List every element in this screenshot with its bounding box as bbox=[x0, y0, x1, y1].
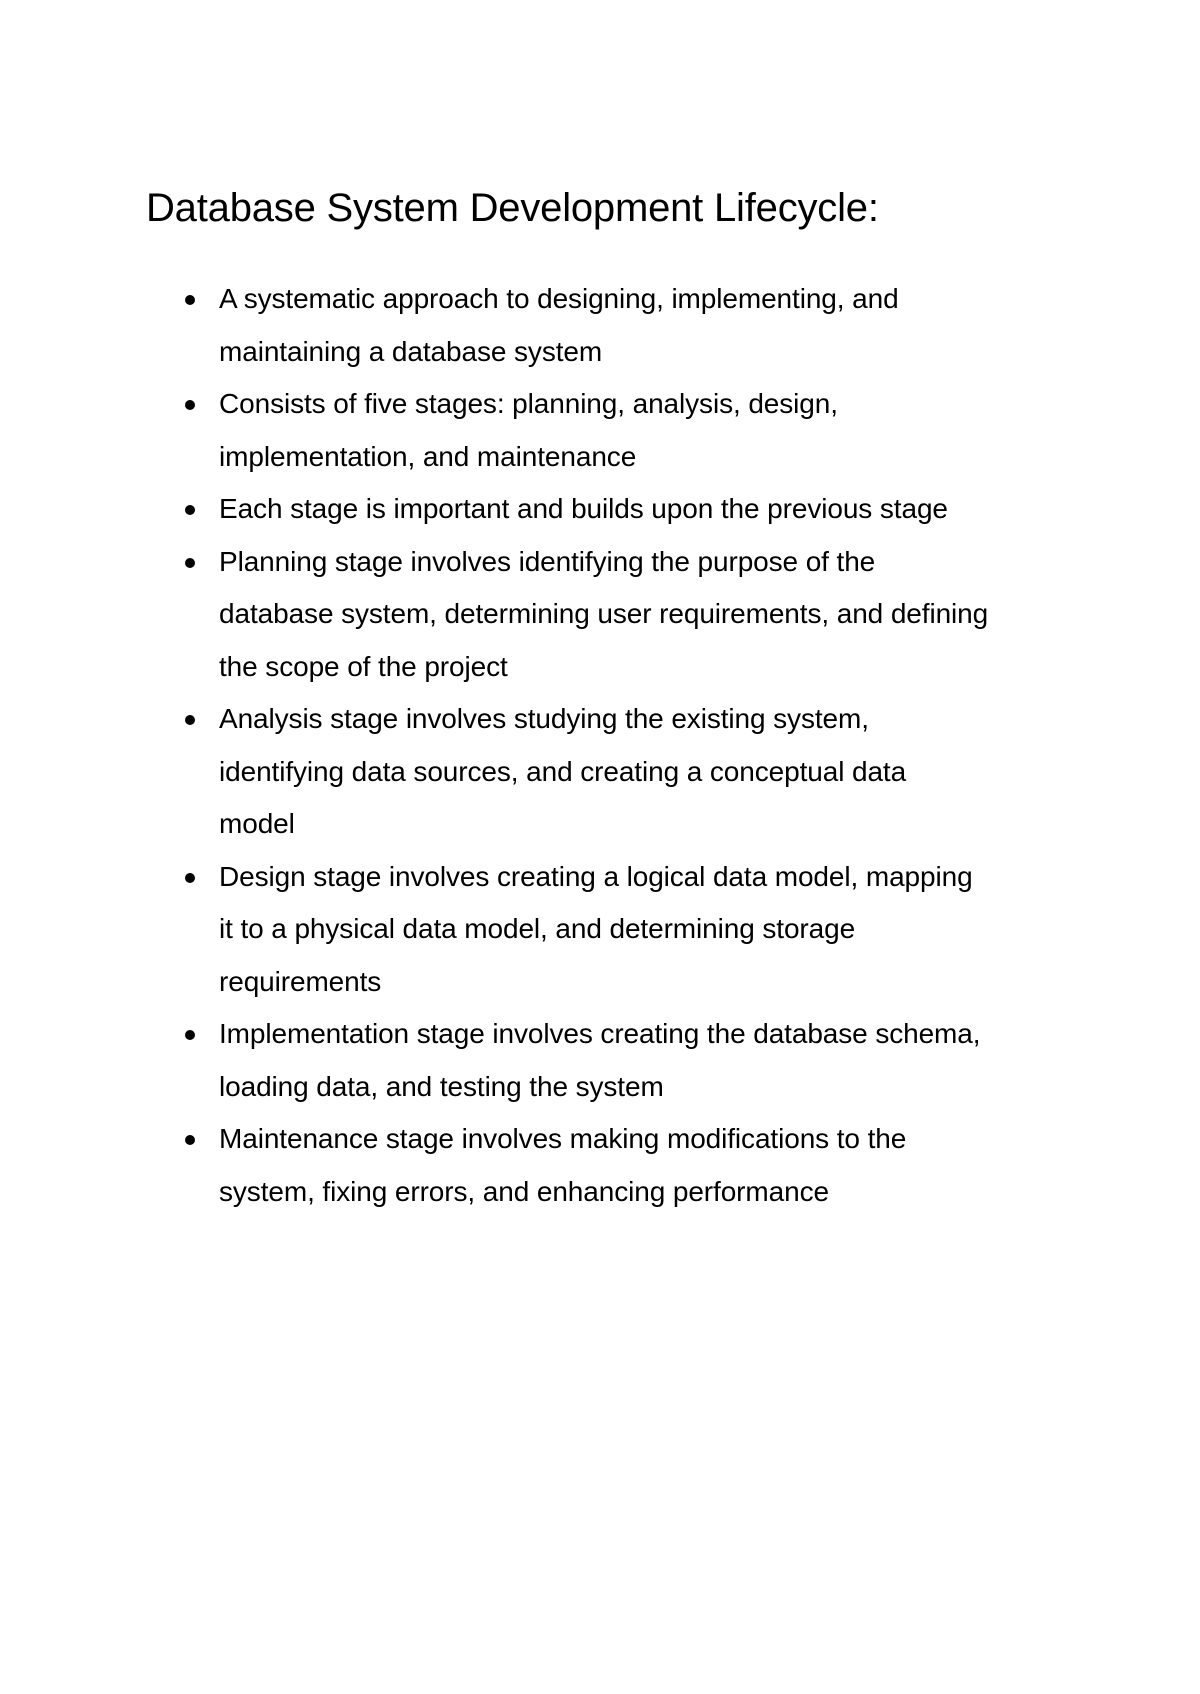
bullet-line: Each stage is important and builds upon the previous stage bbox=[219, 493, 948, 524]
bullet-line: maintaining a database system bbox=[219, 335, 603, 367]
bullet-line: model bbox=[219, 808, 295, 839]
bullet-line: Design stage involves creating a logical data model, mapping bbox=[219, 860, 973, 892]
bullet-icon bbox=[185, 715, 195, 725]
bullet-line: Implementation stage involves creating the database schema, bbox=[219, 1018, 981, 1049]
bullet-line: implementation, and maintenance bbox=[219, 440, 637, 472]
bullet-text bbox=[219, 1008, 1086, 1113]
bullet-text bbox=[219, 693, 1086, 851]
list-item bbox=[146, 273, 1086, 378]
bullet-line: it to a physical data model, and determining storage bbox=[219, 913, 856, 944]
bullet-line: Analysis stage involves studying the existing system, bbox=[219, 703, 869, 734]
list-item bbox=[146, 693, 1086, 851]
bullet-line: Consists of five stages: planning, analysis, design, bbox=[219, 388, 838, 419]
bullet-line: the scope of the project bbox=[219, 650, 508, 682]
bullet-line: requirements bbox=[219, 965, 382, 997]
bullet-line: database system, determining user requirements, and defining bbox=[219, 598, 989, 629]
document-title: Database System Development Lifecycle: bbox=[146, 186, 879, 230]
bullet-list bbox=[146, 273, 1086, 1218]
bullet-line: identifying data sources, and creating a conceptual data bbox=[219, 755, 907, 787]
list-item bbox=[146, 1113, 1086, 1218]
bullet-text bbox=[219, 273, 1086, 378]
bullet-icon bbox=[185, 873, 195, 883]
bullet-icon bbox=[185, 1030, 195, 1040]
bullet-text bbox=[219, 536, 1086, 694]
bullet-line: loading data, and testing the system bbox=[219, 1070, 664, 1102]
list-item bbox=[146, 483, 1086, 536]
bullet-icon bbox=[185, 400, 195, 410]
bullet-icon bbox=[185, 295, 195, 305]
bullet-line: Planning stage involves identifying the purpose of the bbox=[219, 545, 876, 577]
bullet-icon bbox=[185, 1135, 195, 1145]
list-item bbox=[146, 378, 1086, 483]
bullet-line: system, fixing errors, and enhancing performance bbox=[219, 1175, 829, 1207]
bullet-icon bbox=[185, 558, 195, 568]
list-item bbox=[146, 536, 1086, 694]
bullet-text bbox=[219, 1113, 1086, 1218]
bullet-icon bbox=[185, 505, 195, 515]
bullet-line: Maintenance stage involves making modifications to the bbox=[219, 1123, 907, 1154]
bullet-text bbox=[219, 851, 1086, 1009]
list-item bbox=[146, 1008, 1086, 1113]
list-item bbox=[146, 851, 1086, 1009]
bullet-text bbox=[219, 378, 1086, 483]
bullet-line: A systematic approach to designing, implementing, and bbox=[219, 283, 899, 314]
bullet-text bbox=[219, 483, 1086, 536]
